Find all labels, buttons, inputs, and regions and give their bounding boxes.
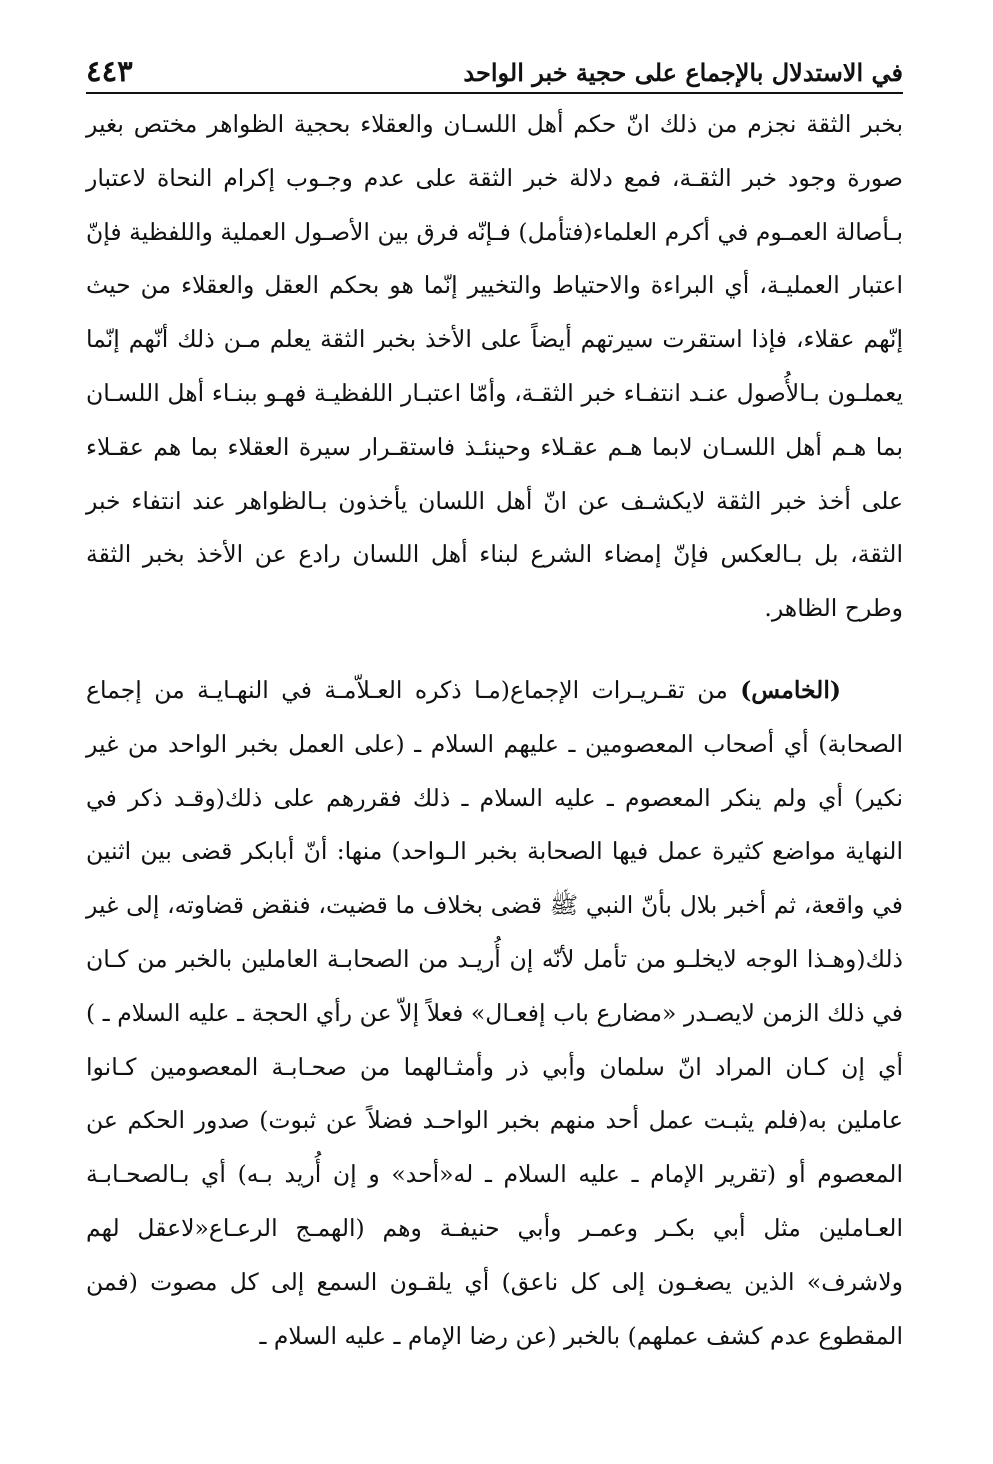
running-title: في الاستدلال بالإجماع على حجية خبر الواحد: [463, 58, 903, 88]
paragraph-2-lead: (الخامس): [740, 675, 841, 704]
page-number: ٤٤٣: [86, 54, 133, 89]
body-text: [86, 98, 903, 1363]
page-header: [86, 38, 903, 94]
paragraph-2-text: من تقـريـرات الإجماع(مـا ذكره العـلاّمـة في النهـايـة من إجماع الصحابة) أي أصحاب المعصومين ـ عليهم السلام ـ (على العمل بخبر الواحد من غير نكير) أي ولم ينكر المعصوم ـ عليه السلام ـ ذلك فقررهم على ذلك(وقـد ذكر في النهاية مواضع كثيرة عمل فيها الصحابة بخبر الـواحد) منها: أنّ أبابكر قضى بين اثنين في واقعة، ثم أخبر بلال بأنّ النبي ﷺ قضى بخلاف ما قضيت، فنقض قضاوته، إلى غير ذلك(وهـذا الوجه لايخلـو من تأمل لأنّه إن أُريـد من الصحابـة العاملين بالخبر من كـان في ذلك الزمن لايصـدر «مضارع باب إفعـال» فعلاً إلاّ عن رأي الحجة ـ عليه السلام ـ ) أي إن كـان المراد انّ سلمان وأبي ذر وأمثـالهما من صحـابـة المعصومين كـانوا عاملين به(فلم يثبـت عمل أحد منهم بخبر الواحـد فضلاً عن ثبوت) صدور الحكم عن المعصوم أو (تقرير الإمام ـ عليه السلام ـ له«أحد» و إن أُريد بـه) أي بـالصحـابـة العـاملين مثل أبي بكـر وعمـر وأبي حنيفـة وهم (الهمـج الرعـاع«لاعقل لهم ولاشرف» الذين يصغـون إلى كل ناعق) أي يلقـون السمع إلى كل مصوت (فمن المقطوع عدم كشف عملهم) بالخبر (عن رضا الإمام ـ عليه السلام ـ: [86, 675, 903, 1350]
paragraph-2: [86, 664, 903, 1363]
paragraph-1: بخبر الثقة نجزم من ذلك انّ حكم أهل اللسـان والعقلاء بحجية الظواهر مختص بغير صورة وجود خبر الثقـة، فمع دلالة خبر الثقة على عدم وجـوب إكرام النحاة لاعتبار بـأصالة العمـوم في أكرم العلماء(فتأمل) فـإنّه فرق بين الأصـول العملية واللفظية فإنّ اعتبار العمليـة، أي البراءة والاحتياط والتخيير إنّما هو بحكم العقل والعقلاء من حيث إنّهم عقلاء، فإذا استقرت سيرتهم أيضاً على الأخذ بخبر الثقة يعلم مـن ذلك أنّهم إنّما يعملـون بـالأُصول عنـد انتفـاء خبر الثقـة، وأمّا اعتبـار اللفظيـة فهـو ببنـاء أهل اللسـان بما هـم أهل اللسـان لابما هـم عقـلاء وحينئـذ فاستقـرار سيرة العقلاء بما هم عقـلاء على أخذ خبر الثقة لايكشـف عن انّ أهل اللسان يأخذون بـالظواهر عند انتفاء خبر الثقة، بل بـالعكس فإنّ إمضاء الشرع لبناء أهل اللسان رادع عن الأخذ بخبر الثقة وطرح الظاهر.: [86, 110, 903, 623]
